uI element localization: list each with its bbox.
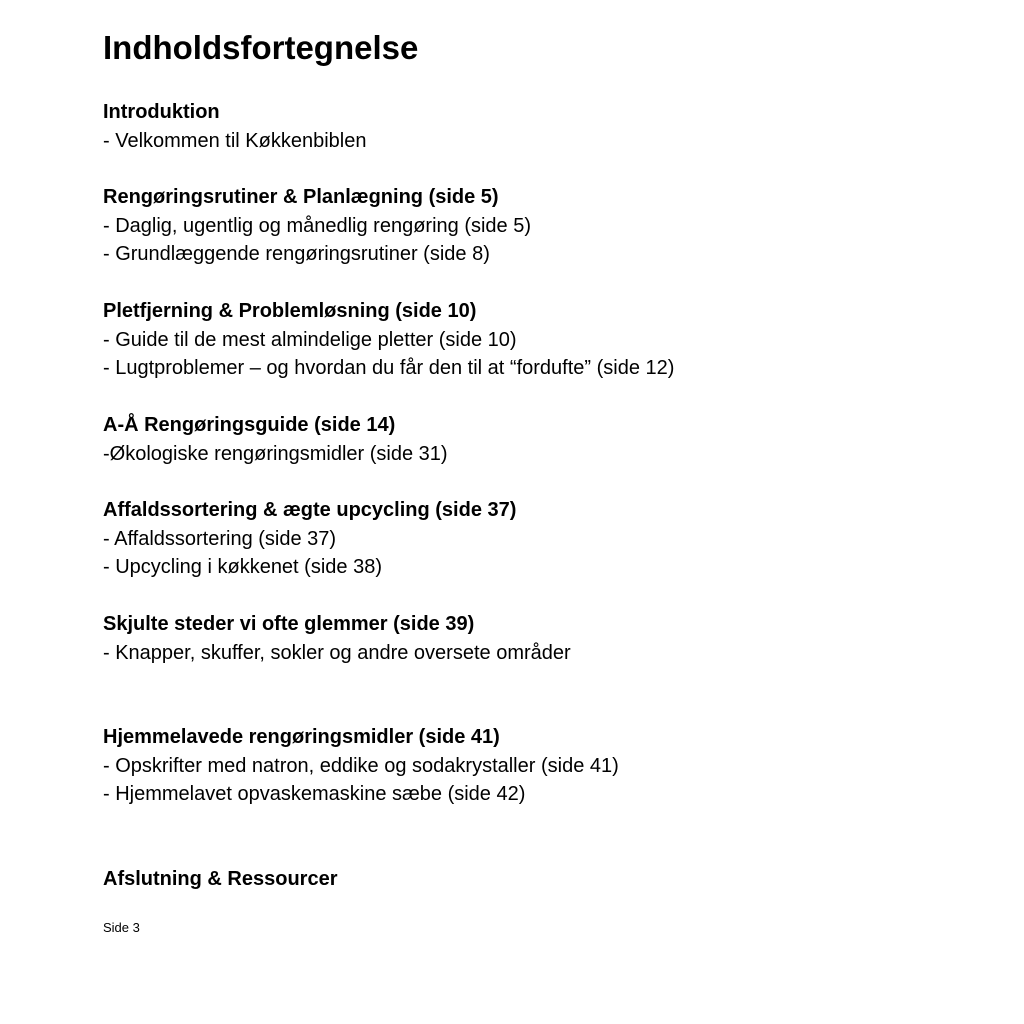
toc-section-hjemmelavede-midler xyxy=(103,723,619,809)
toc-section-pletfjerning xyxy=(103,297,674,383)
toc-section-introduktion xyxy=(103,98,366,155)
toc-entry: - Grundlæggende rengøringsrutiner (side 8) xyxy=(103,243,490,265)
toc-entry: -Økologiske rengøringsmidler (side 31) xyxy=(103,442,448,465)
toc-section-rengoeringsrutiner xyxy=(103,183,531,269)
section-heading: Hjemmelavede rengøringsmidler (side 41) xyxy=(103,726,500,748)
section-heading: Pletfjerning & Problemløsning (side 10) xyxy=(103,300,477,322)
toc-entry: - Opskrifter med natron, eddike og sodakrystaller (side 41) xyxy=(103,754,619,777)
page-title: Indholdsfortegnelse xyxy=(103,29,419,66)
toc-entry: - Lugtproblemer – og hvordan du får den til at “fordufte” (side 12) xyxy=(103,357,675,379)
toc-entry: - Guide til de mest almindelige pletter (side 10) xyxy=(103,328,517,351)
section-heading: Affaldssortering & ægte upcycling (side 37) xyxy=(103,499,517,521)
toc-entry: - Velkommen til Køkkenbiblen xyxy=(103,129,367,152)
section-heading: Skjulte steder vi ofte glemmer (side 39) xyxy=(103,613,475,635)
document-page xyxy=(103,0,983,1024)
section-heading: Afslutning & Ressourcer xyxy=(103,868,338,890)
toc-entry: - Hjemmelavet opvaskemaskine sæbe (side 42) xyxy=(103,783,526,805)
section-heading: Introduktion xyxy=(103,101,220,123)
toc-entry: - Affaldssortering (side 37) xyxy=(103,527,337,550)
toc-section-a-aa-guide xyxy=(103,411,448,468)
section-heading: Rengøringsrutiner & Planlægning (side 5) xyxy=(103,186,499,208)
toc-section-skjulte-steder xyxy=(103,610,571,667)
toc-section-afslutning xyxy=(103,865,337,894)
toc-entry: - Upcycling i køkkenet (side 38) xyxy=(103,556,382,578)
toc-entry: - Knapper, skuffer, sokler og andre oversete områder xyxy=(103,641,571,664)
page-number: Side 3 xyxy=(103,920,140,935)
toc-entry: - Daglig, ugentlig og månedlig rengøring (side 5) xyxy=(103,214,532,237)
section-heading: A-Å Rengøringsguide (side 14) xyxy=(103,414,396,436)
toc-section-affaldssortering xyxy=(103,496,516,582)
